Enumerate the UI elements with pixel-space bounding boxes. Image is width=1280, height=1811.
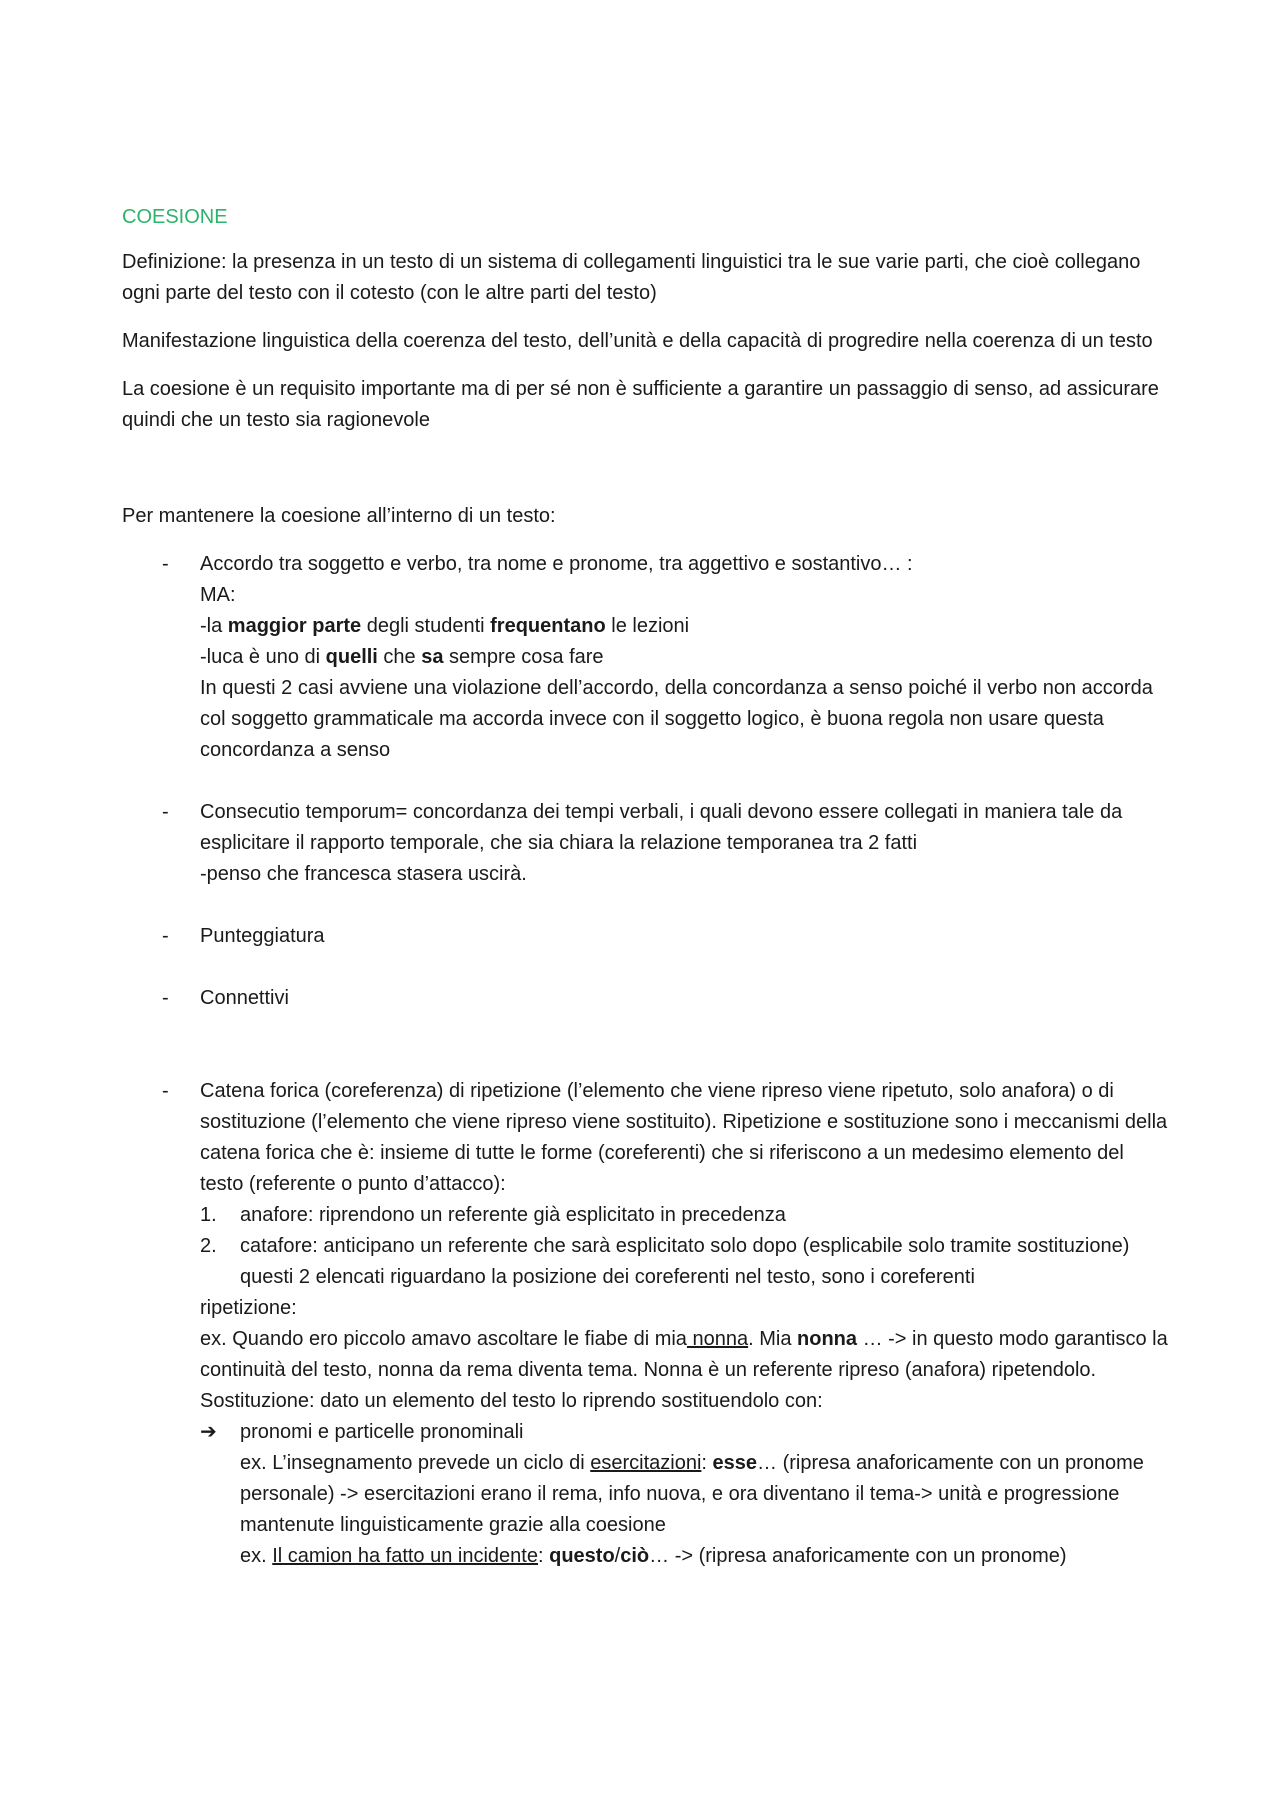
list-item-accordo <box>122 549 1172 766</box>
bold-run: questo <box>549 1545 615 1567</box>
paragraph-requirement: La coesione è un requisito importante ma di per sé non è sufficiente a garantire un passaggio di senso, ad assicurare quindi che un testo sia ragionevole <box>122 378 1159 431</box>
paragraph-intro: Per mantenere la coesione all’interno di un testo: <box>122 505 556 527</box>
text-run: … -> (ripresa anaforicamente con un pronome) <box>649 1545 1067 1567</box>
list-item-consecutio <box>122 797 1172 890</box>
dash-marker: - <box>162 1080 169 1102</box>
text-run: . Mia <box>748 1328 798 1350</box>
bold-run: sa <box>421 646 444 668</box>
text-run: -la <box>200 615 228 637</box>
arrow-right-icon: ➔ <box>200 1421 217 1443</box>
underline-run: Il camion ha fatto un incidente <box>272 1545 538 1567</box>
underline-run: esercitazioni <box>590 1452 702 1474</box>
catena-forica-text: Catena forica (coreferenza) di ripetizione (l’elemento che viene ripreso viene ripetuto, solo anafora) o di sostituzione (l’elemento che viene ripreso viene sostituito). Ripetizione e sostituzione sono i meccanismi della catena forica che è: insieme di tutte le forme (coreferenti) che si riferiscono a un medesimo elemento del testo (referente o punto d’attacco): <box>200 1080 1168 1195</box>
dash-marker: - <box>162 801 169 823</box>
bold-run: maggior parte <box>227 615 362 637</box>
numbered-item-catafore <box>200 1231 1172 1262</box>
consecutio-text: Consecutio temporum= concordanza dei tempi verbali, i quali devono essere collegati in maniera tale da esplicitare il rapporto temporale, che sia chiara la relazione temporanea tra 2 fatti <box>200 801 1123 854</box>
arrow-item-pronomi <box>200 1417 1172 1572</box>
list-item-catena-forica <box>122 1076 1172 1572</box>
accordo-heading: Accordo tra soggetto e verbo, tra nome e pronome, tra aggettivo e sostantivo… : <box>200 553 913 575</box>
coreferenti-note: questi 2 elencati riguardano la posizione dei coreferenti nel testo, sono i coreferenti <box>240 1266 975 1288</box>
accordo-explanation: In questi 2 casi avviene una violazione dell’accordo, della concordanza a senso poiché il verbo non accorda col soggetto grammaticale ma accorda invece con il soggetto logico, è buona regola non usare questa concordanza a senso <box>200 677 1153 761</box>
list-number: 2. <box>200 1235 217 1257</box>
text-run: … -> in questo modo garantisco la continuità del testo, nonna da rema diventa tema. Nonna è un referente ripreso (anafora) ripetendolo. <box>200 1328 1168 1381</box>
text-run: ex. Quando ero piccolo amavo ascoltare le fiabe di mia <box>200 1328 687 1350</box>
text-run: / <box>614 1545 621 1567</box>
bold-run: nonna <box>797 1328 858 1350</box>
bold-run: frequentano <box>490 615 606 637</box>
numbered-item-anafore <box>200 1200 1172 1231</box>
sostituzione-text: Sostituzione: dato un elemento del testo lo riprendo sostituendolo con: <box>200 1390 823 1412</box>
spacer <box>122 453 1172 501</box>
paragraph-manifestation: Manifestazione linguistica della coerenza del testo, dell’unità e della capacità di progredire nella coerenza di un testo <box>122 330 1153 352</box>
text-run: le lezioni <box>605 615 690 637</box>
spacer <box>122 890 1172 921</box>
text-run: ex. L’insegnamento prevede un ciclo di <box>240 1452 591 1474</box>
camion-example <box>240 1541 1172 1572</box>
list-item-punteggiatura <box>122 921 1172 952</box>
text-run: … (ripresa anaforicamente con un pronome personale) -> esercitazioni erano il rema, info nuova, e ora diventano il tema-> unità e progressione mantenute linguisticamente grazie alla coesione <box>240 1452 1144 1536</box>
dash-marker: - <box>162 553 169 575</box>
anafore-text: anafore: riprendono un referente già esplicitato in precedenza <box>240 1204 786 1226</box>
consecutio-example: -penso che francesca stasera uscirà. <box>200 863 527 885</box>
text-run: sempre cosa fare <box>443 646 604 668</box>
accordo-example-2 <box>200 642 1172 673</box>
page-title: COESIONE <box>122 206 228 228</box>
dash-marker: - <box>162 925 169 947</box>
punteggiatura-text: Punteggiatura <box>200 925 325 947</box>
spacer <box>122 952 1172 983</box>
bold-run: ciò <box>620 1545 650 1567</box>
pronomi-text: pronomi e particelle pronominali <box>240 1421 524 1443</box>
text-run: ex. <box>240 1545 273 1567</box>
esercitazioni-example <box>240 1448 1172 1541</box>
text-run: che <box>377 646 422 668</box>
bold-run: quelli <box>325 646 378 668</box>
spacer <box>122 766 1172 797</box>
text-run: : <box>701 1452 713 1474</box>
connettivi-text: Connettivi <box>200 987 289 1009</box>
ripetizione-example <box>200 1324 1172 1386</box>
ripetizione-label: ripetizione: <box>200 1297 297 1319</box>
spacer <box>122 1014 1172 1076</box>
accordo-ma: MA: <box>200 584 236 606</box>
document-page <box>122 202 1172 1572</box>
list-number: 1. <box>200 1204 217 1226</box>
catafore-text: catafore: anticipano un referente che sarà esplicitato solo dopo (esplicabile solo tramite sostituzione) <box>240 1235 1130 1257</box>
paragraph-definition: Definizione: la presenza in un testo di un sistema di collegamenti linguistici tra le sue varie parti, che cioè collegano ogni parte del testo con il cotesto (con le altre parti del testo) <box>122 251 1141 304</box>
accordo-example-1 <box>200 611 1172 642</box>
dash-marker: - <box>162 987 169 1009</box>
text-run: degli studenti <box>361 615 491 637</box>
text-run: : <box>537 1545 550 1567</box>
underline-run: nonna <box>686 1328 749 1350</box>
list-item-connettivi <box>122 983 1172 1014</box>
text-run: -luca è uno di <box>200 646 326 668</box>
bold-run: esse <box>712 1452 758 1474</box>
